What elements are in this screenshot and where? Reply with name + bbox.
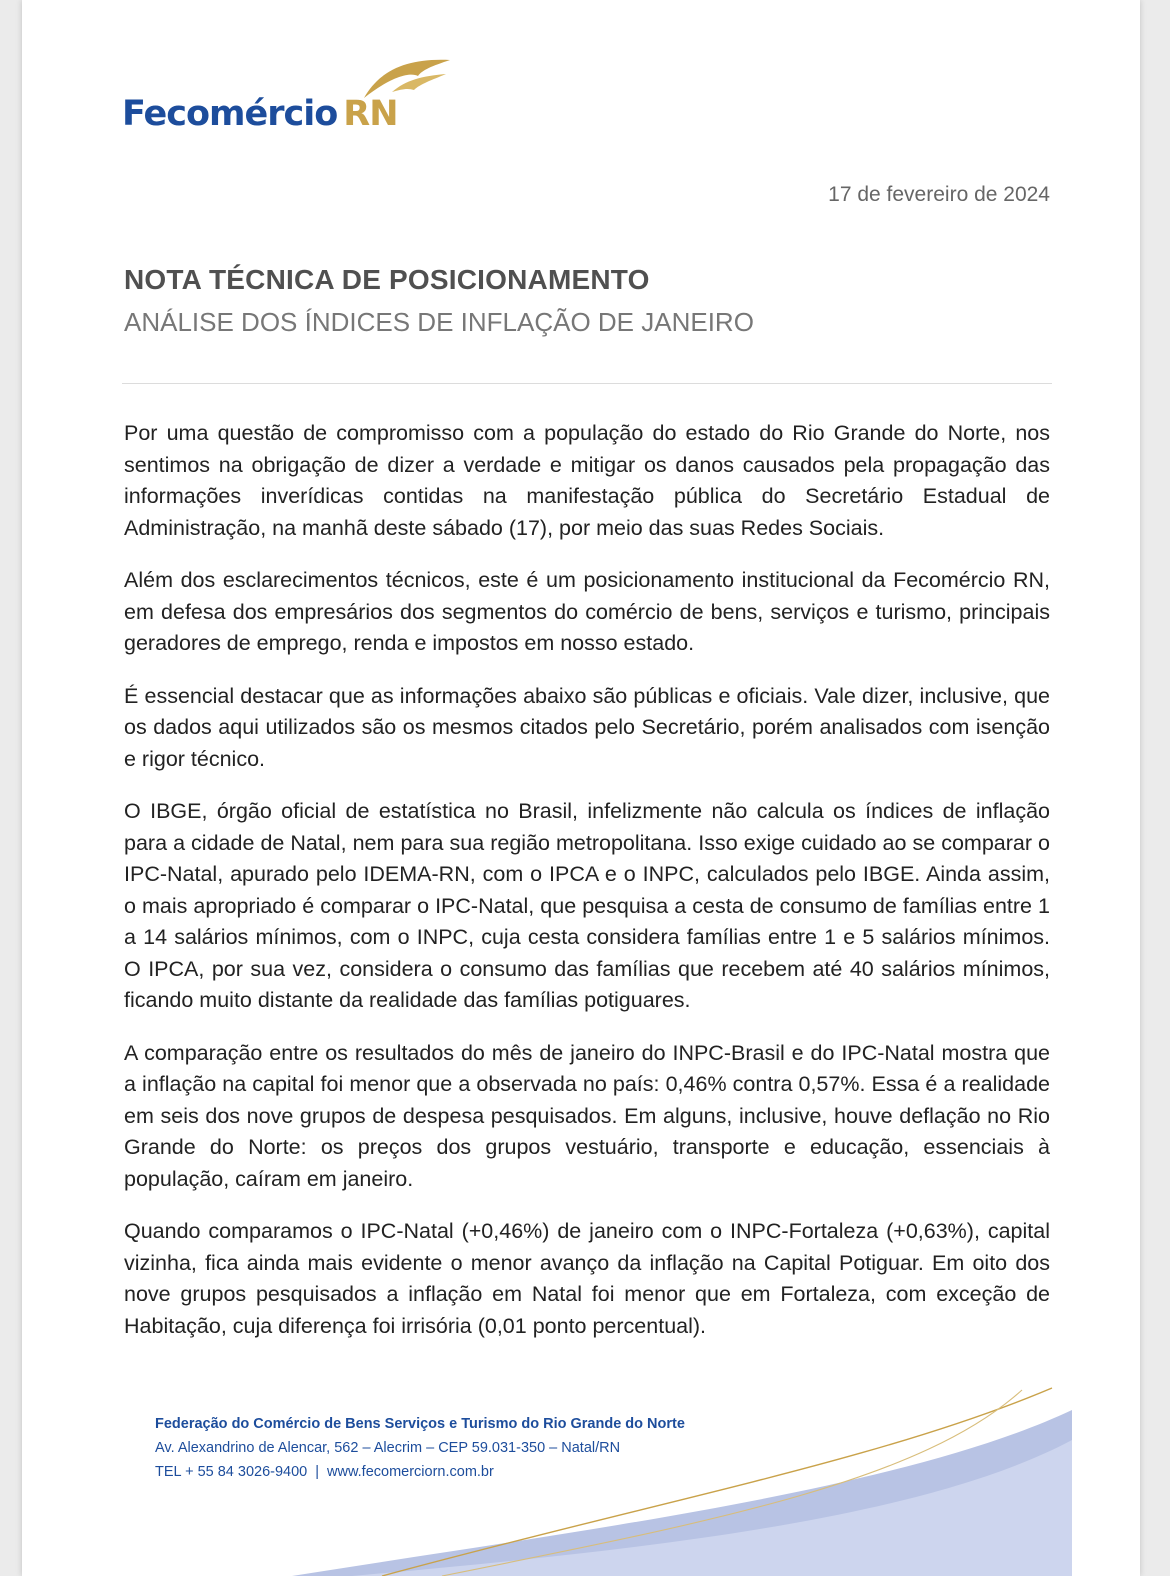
document-body [124, 418, 1050, 1363]
paragraph: É essencial destacar que as informações abaixo são públicas e oficiais. Vale dizer, inclusive, que os dados aqui utilizados são os mesmos citados pelo Secretário, porém analisados com isenção e rigor técnico. [124, 683, 1050, 771]
footer-website-link[interactable]: www.fecomerciorn.com.br [327, 1464, 494, 1480]
logo-wordmark [122, 94, 398, 134]
logo-name: Fecomércio [122, 94, 338, 134]
paragraph: Por uma questão de compromisso com a população do estado do Rio Grande do Norte, nos sentimos na obrigação de dizer a verdade e mitigar os danos causados pela propagação das informações inverídicas contidas na manifestação pública do Secretário Estadual de Administração, na manhã deste sábado (17), por meio das suas Redes Sociais. [124, 421, 1050, 540]
footer [155, 1412, 685, 1484]
footer-phone: TEL + 55 84 3026-9400 [155, 1464, 308, 1480]
document-title: NOTA TÉCNICA DE POSICIONAMENTO [124, 264, 650, 295]
footer-organization: Federação do Comércio de Bens Serviços e Turismo do Rio Grande do Norte [155, 1416, 685, 1432]
footer-contact [155, 1460, 685, 1484]
logo-suffix: RN [343, 94, 398, 134]
divider [122, 383, 1052, 384]
document-page [22, 0, 1140, 1576]
document-subtitle: ANÁLISE DOS ÍNDICES DE INFLAÇÃO DE JANEIRO [124, 307, 754, 337]
paragraph: Além dos esclarecimentos técnicos, este é um posicionamento institucional da Fecomércio RN, em defesa dos empresários dos segmentos do comércio de bens, serviços e turismo, principais geradores de emprego, renda e impostos em nosso estado. [124, 568, 1050, 655]
footer-address: Av. Alexandrino de Alencar, 562 – Alecrim – CEP 59.031-350 – Natal/RN [155, 1440, 621, 1456]
paragraph: Quando comparamos o IPC-Natal (+0,46%) de janeiro com o INPC-Fortaleza (+0,63%), capital vizinha, fica ainda mais evidente o menor avanço da inflação na Capital Potiguar. Em oito dos nove grupos pesquisados a inflação em Natal foi menor que em Fortaleza, com exceção de Habitação, cuja diferença foi irrisória (0,01 ponto percentual). [124, 1219, 1050, 1338]
paragraph: O IBGE, órgão oficial de estatística no Brasil, infelizmente não calcula os índices de inflação para a cidade de Natal, nem para sua região metropolitana. Isso exige cuidado ao se comparar o IPC-Natal, apurado pelo IDEMA-RN, com o IPCA e o INPC, calculados pelo IBGE. Ainda assim, o mais apropriado é comparar o IPC-Natal, que pesquisa a cesta de consumo de famílias entre 1 a 14 salários mínimos, com o INPC, cuja cesta considera famílias entre 1 e 5 salários mínimos. O IPCA, por sua vez, considera o consumo das famílias que recebem até 40 salários mínimos, ficando muito distante da realidade das famílias potiguares. [124, 799, 1050, 1012]
document-date: 17 de fevereiro de 2024 [828, 183, 1050, 206]
paragraph: A comparação entre os resultados do mês de janeiro do INPC-Brasil e do IPC-Natal mostra que a inflação na capital foi menor que a observada no país: 0,46% contra 0,57%. Essa é a realidade em seis dos nove grupos de despesa pesquisados. Em alguns, inclusive, houve deflação no Rio Grande do Norte: os preços dos grupos vestuário, transporte e educação, essenciais à população, caíram em janeiro. [124, 1040, 1050, 1191]
fecomercio-logo [122, 52, 462, 142]
footer-separator: | [315, 1464, 320, 1480]
